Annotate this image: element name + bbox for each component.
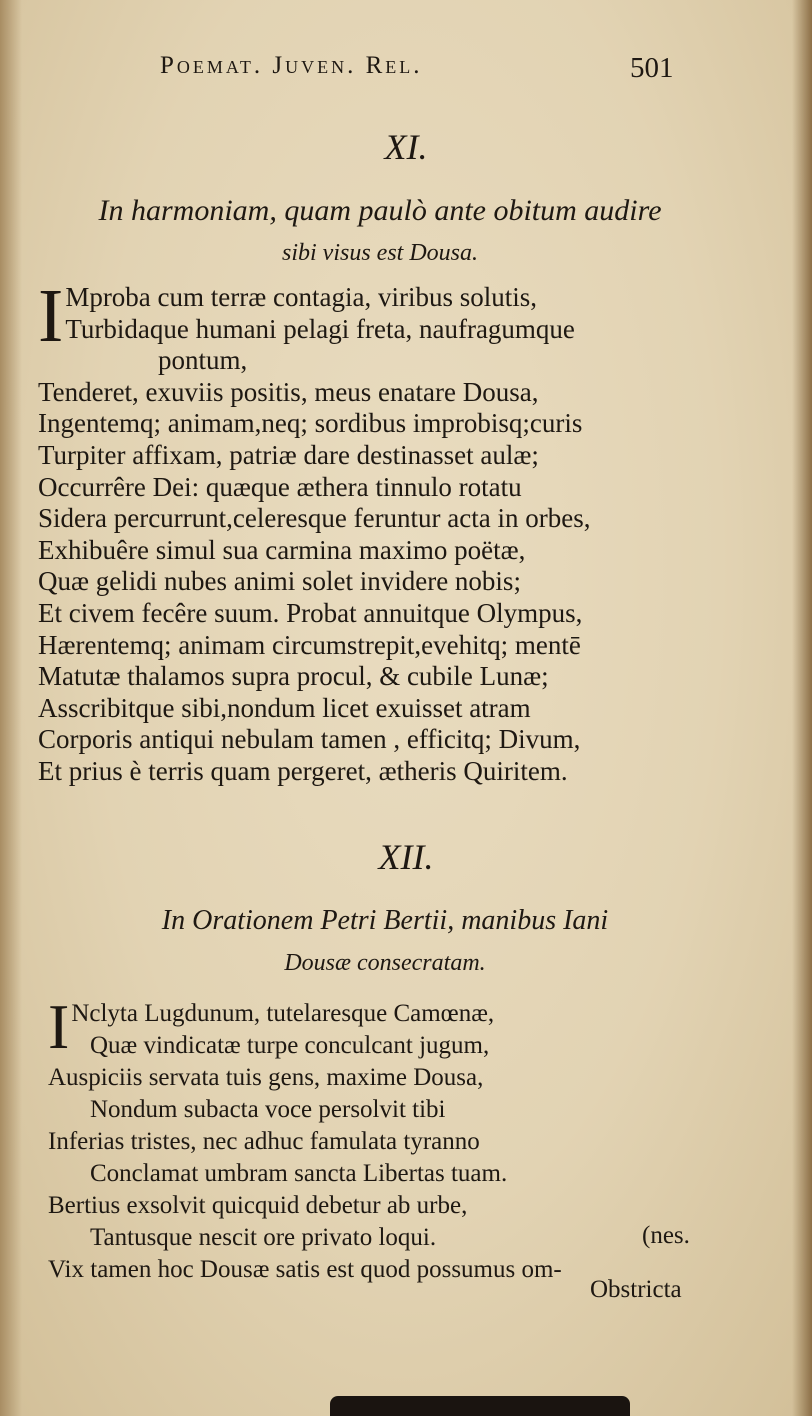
page-edge-shadow-right [792, 0, 812, 1416]
poem-2-title-line-2: Dousæ consecratam. [284, 950, 486, 976]
poem-2-dropcap: I [48, 991, 70, 1062]
poem-line: Tenderet, exuviis positis, meus enatare Dousa, [38, 376, 539, 407]
catchword: Obstricta [590, 1276, 682, 1303]
poem-1-title-line-2: sibi visus est Dousa. [281, 240, 478, 266]
poem-line: Nondum subacta voce persolvit tibi [90, 1096, 446, 1123]
poem-line: Quæ vindicatæ turpe conculcant jugum, [90, 1032, 490, 1059]
binding-shadow [330, 1396, 630, 1416]
poem-line: Et prius è terris quam pergeret, ætheris Quiritem. [38, 755, 568, 786]
poem-2-numeral: XII. [378, 837, 434, 877]
poem-line: Mproba cum terræ contagia, viribus solutis, [65, 282, 537, 312]
poem-line: Turpiter affixam, patriæ dare destinasset aulæ; [38, 439, 539, 470]
poem-line: Ingentemq; animam,neq; sordibus improbisq;curis [38, 408, 583, 439]
poem-1-body [38, 274, 591, 788]
poem-line: Vix tamen hoc Dousæ satis est quod possumus om- [48, 1256, 562, 1283]
poem-line: Matutæ thalamos supra procul, & cubile Lunæ; [38, 661, 549, 692]
poem-line: Tantusque nescit ore privato loqui. [90, 1224, 437, 1251]
poem-line: pontum, [158, 345, 248, 376]
poem-line: Bertius exsolvit quicquid debetur ab urbe, [48, 1192, 468, 1219]
poem-1-title-line-1: In harmoniam, quam paulò ante obitum audire [98, 194, 662, 227]
poem-line: Turbidaque humani pelagi freta, naufragumque [65, 313, 575, 344]
poem-line: Occurrêre Dei: quæque æthera tinnulo rotatu [38, 471, 522, 502]
poem-line: Nclyta Lugdunum, tutelaresque Camœnæ, [71, 1000, 495, 1027]
page-number: 501 [630, 52, 674, 84]
poem-1-dropcap: I [38, 274, 64, 358]
turnover-word: (nes. [642, 1222, 690, 1249]
poem-line: Inferias tristes, nec adhuc famulata tyranno [48, 1128, 480, 1155]
poem-line: Quæ gelidi nubes animi solet invidere nobis; [38, 566, 521, 597]
poem-1-title [10, 190, 750, 274]
poem-2-body [48, 991, 562, 1286]
poem-line: Corporis antiqui nebulam tamen , efficitq; Divum, [38, 724, 581, 755]
poem-line: Auspiciis servata tuis gens, maxime Dousa, [48, 1064, 484, 1091]
running-title: Poemat. Juven. Rel. [160, 52, 423, 79]
poem-line: Et civem fecêre suum. Probat annuitque Olympus, [38, 597, 583, 628]
poem-line: Conclamat umbram sancta Libertas tuam. [90, 1160, 508, 1187]
poem-2-title [20, 900, 750, 984]
poem-1-numeral: XI. [384, 127, 428, 167]
poem-line: Hærentemq; animam circumstrepit,evehitq; mentē [38, 629, 581, 660]
poem-line: Asscribitque sibi,nondum licet exuisset atram [38, 692, 531, 723]
poem-line: Sidera percurrunt,celeresque feruntur acta in orbes, [38, 503, 591, 534]
poem-line: Exhibuêre simul sua carmina maximo poëtæ, [38, 534, 526, 565]
poem-2-title-line-1: In Orationem Petri Bertii, manibus Iani [161, 905, 609, 936]
